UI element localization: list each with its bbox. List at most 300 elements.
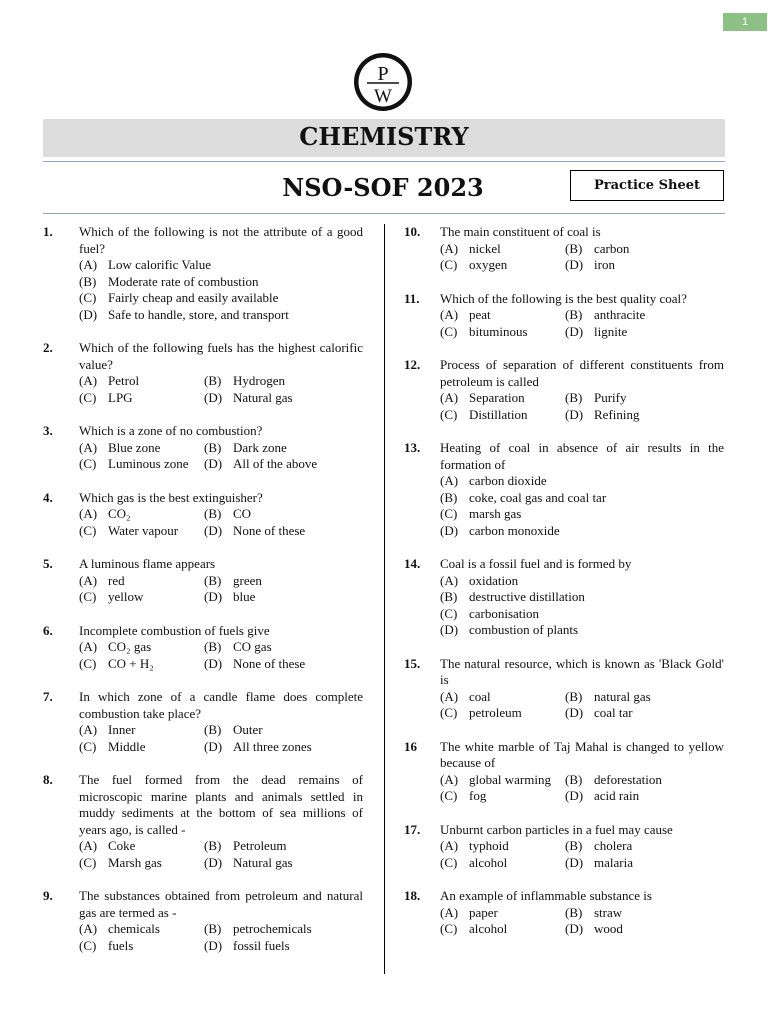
option xyxy=(79,656,204,673)
option-text: CO₂ gas xyxy=(108,639,152,654)
option-row xyxy=(79,290,363,307)
option-label: (B) xyxy=(204,506,222,521)
option-text: coal tar xyxy=(594,705,633,720)
question-stem: Which is a zone of no combustion? xyxy=(79,423,263,438)
question-number: 6. xyxy=(43,622,53,638)
option xyxy=(565,772,690,789)
question-header xyxy=(43,689,363,722)
option-row xyxy=(440,855,724,872)
option-label: (B) xyxy=(565,838,583,853)
option-text: green xyxy=(233,572,262,588)
option xyxy=(204,855,329,872)
option-label: (D) xyxy=(565,854,584,870)
option-label: (A) xyxy=(440,307,459,322)
option xyxy=(565,390,690,407)
option-label: (C) xyxy=(440,788,458,803)
option-label: (A) xyxy=(440,473,459,488)
option xyxy=(565,855,690,872)
option xyxy=(79,257,211,274)
option xyxy=(79,390,204,407)
option-row xyxy=(440,307,724,324)
option-label: (B) xyxy=(204,921,222,936)
option xyxy=(565,921,690,938)
option-text: petroleum xyxy=(469,705,522,720)
option xyxy=(204,390,329,407)
option-label: (B) xyxy=(440,589,458,604)
option-row xyxy=(79,456,363,473)
option-text: blue xyxy=(233,589,256,604)
option-text: typhoid xyxy=(469,838,509,853)
option-label: (C) xyxy=(440,921,458,936)
option-label: (A) xyxy=(440,390,459,405)
option-label: (A) xyxy=(440,838,459,853)
option xyxy=(204,656,329,673)
option xyxy=(79,938,204,955)
option xyxy=(565,307,690,324)
option xyxy=(79,506,204,523)
question-header xyxy=(404,888,724,905)
option xyxy=(79,440,204,457)
option-label: (D) xyxy=(204,589,223,604)
option xyxy=(440,589,585,606)
option-label: (A) xyxy=(440,771,459,787)
option-text: malaria xyxy=(594,854,633,870)
option xyxy=(440,390,565,407)
option-label: (C) xyxy=(79,522,97,538)
option-text: wood xyxy=(594,921,623,936)
option-text: combustion of plants xyxy=(469,622,579,637)
option-text: Hydrogen xyxy=(233,373,285,388)
option-label: (C) xyxy=(440,605,458,621)
question-stem: Incomplete combustion of fuels give xyxy=(79,622,270,638)
option-text: Water vapour xyxy=(108,522,179,538)
option-label: (B) xyxy=(565,771,583,787)
page-number-badge: 1 xyxy=(723,13,767,31)
question-item xyxy=(43,423,363,473)
subject-title: CHEMISTRY xyxy=(43,119,725,157)
question-item xyxy=(43,772,363,871)
option-label: (B) xyxy=(440,489,458,505)
option xyxy=(440,257,565,274)
question-number: 5. xyxy=(43,556,53,571)
option xyxy=(204,639,329,656)
option xyxy=(204,373,329,390)
question-item xyxy=(404,739,724,805)
option xyxy=(440,606,539,623)
option-row xyxy=(79,921,363,938)
option-text: CO + H₂ xyxy=(108,655,154,671)
option xyxy=(204,938,329,955)
option-text: fuels xyxy=(108,937,134,953)
question-number: 10. xyxy=(404,224,421,239)
option-text: global warming xyxy=(469,771,551,787)
question-item xyxy=(43,556,363,606)
option-row xyxy=(79,390,363,407)
option-label: (D) xyxy=(440,522,459,538)
option xyxy=(204,506,329,523)
option-label: (A) xyxy=(440,688,459,704)
question-stem: The natural resource, which is known as 'Black Gold' is xyxy=(440,655,724,687)
option-text: cholera xyxy=(594,838,633,853)
option-row xyxy=(79,639,363,656)
option-text: Moderate rate of combustion xyxy=(108,273,259,289)
question-stem: Which gas is the best extinguisher? xyxy=(79,489,263,505)
option-row xyxy=(79,589,363,606)
option-row xyxy=(79,440,363,457)
option xyxy=(565,407,690,424)
practice-sheet-badge: Practice Sheet xyxy=(570,170,724,201)
question-header xyxy=(43,340,363,373)
option xyxy=(79,573,204,590)
question-header xyxy=(43,224,363,257)
option-text: Marsh gas xyxy=(108,854,162,870)
option-row xyxy=(79,573,363,590)
option-label: (D) xyxy=(565,323,584,339)
option-label: (D) xyxy=(565,788,584,803)
header-rule-bottom xyxy=(43,213,725,214)
question-number: 11. xyxy=(404,290,420,306)
option xyxy=(440,473,547,490)
option-text: alcohol xyxy=(469,921,508,936)
question-item xyxy=(404,656,724,722)
option xyxy=(79,307,289,324)
option-text: Low calorific Value xyxy=(108,257,211,272)
option-text: Refining xyxy=(594,406,640,422)
option-row xyxy=(79,722,363,739)
option-text: Distillation xyxy=(469,406,528,422)
option-text: Coke xyxy=(108,838,136,853)
option-label: (C) xyxy=(79,854,97,870)
option-label: (D) xyxy=(440,622,459,637)
question-item xyxy=(404,291,724,341)
question-stem: Coal is a fossil fuel and is formed by xyxy=(440,556,632,571)
option xyxy=(204,523,329,540)
option-text: carbon dioxide xyxy=(469,473,547,488)
question-header xyxy=(404,440,724,473)
option-label: (C) xyxy=(79,738,97,754)
question-stem: Heating of coal in absence of air results in the formation of xyxy=(440,440,724,472)
question-options xyxy=(79,722,363,755)
option-label: (D) xyxy=(565,406,584,422)
question-header xyxy=(404,822,724,839)
option-row xyxy=(440,589,724,606)
option-text: petrochemicals xyxy=(233,921,312,936)
option-text: Luminous zone xyxy=(108,456,189,471)
question-options xyxy=(79,838,363,871)
option xyxy=(79,838,204,855)
option xyxy=(440,855,565,872)
option-text: paper xyxy=(469,904,498,920)
question-header xyxy=(43,888,363,921)
question-options xyxy=(440,390,724,423)
option-text: LPG xyxy=(108,389,133,405)
logo-letter-p: P xyxy=(377,63,389,85)
option-row xyxy=(440,324,724,341)
question-number: 1. xyxy=(43,224,53,239)
question-number: 12. xyxy=(404,357,421,372)
option xyxy=(440,241,565,258)
option-text: Petroleum xyxy=(233,838,287,853)
question-stem: The white marble of Taj Mahal is changed to yellow because of xyxy=(440,738,724,770)
option-label: (D) xyxy=(79,306,98,322)
question-stem: Which of the following fuels has the highest calorific value? xyxy=(79,340,363,372)
option xyxy=(440,788,565,805)
question-stem: In which zone of a candle flame does complete combustion take place? xyxy=(79,689,363,721)
option-label: (B) xyxy=(204,722,222,737)
option xyxy=(440,905,565,922)
option-label: (A) xyxy=(440,240,459,256)
option-label: (C) xyxy=(79,655,97,671)
option-row xyxy=(79,523,363,540)
option-label: (C) xyxy=(79,389,97,405)
exam-title: NSO-SOF 2023 xyxy=(282,173,484,202)
option-row xyxy=(440,905,724,922)
question-number: 17. xyxy=(404,821,421,837)
option xyxy=(204,838,329,855)
option xyxy=(440,622,578,639)
option-label: (B) xyxy=(79,273,97,289)
question-options xyxy=(79,257,363,323)
option-row xyxy=(440,241,724,258)
option-text: lignite xyxy=(594,323,628,339)
question-options xyxy=(440,838,724,871)
option xyxy=(565,241,690,258)
option-row xyxy=(79,307,363,324)
question-item xyxy=(404,888,724,938)
question-number: 4. xyxy=(43,489,53,505)
question-number: 16 xyxy=(404,738,417,754)
question-options xyxy=(79,573,363,606)
question-header xyxy=(43,772,363,838)
option-label: (D) xyxy=(565,257,584,272)
option-label: (C) xyxy=(79,290,97,305)
option-label: (C) xyxy=(440,323,458,339)
question-stem: Unburnt carbon particles in a fuel may cause xyxy=(440,821,673,837)
question-number: 13. xyxy=(404,440,421,455)
option-label: (C) xyxy=(79,456,97,471)
option-text: marsh gas xyxy=(469,506,522,521)
option-label: (C) xyxy=(440,705,458,720)
question-header xyxy=(43,423,363,440)
option xyxy=(79,589,204,606)
option-row xyxy=(440,838,724,855)
option-label: (B) xyxy=(204,639,222,654)
option-text: straw xyxy=(594,904,623,920)
column-divider xyxy=(384,224,385,974)
option-row xyxy=(440,523,724,540)
option-label: (B) xyxy=(204,439,222,455)
option xyxy=(204,440,329,457)
option-text: All of the above xyxy=(233,456,318,471)
question-number: 2. xyxy=(43,340,53,355)
option-label: (C) xyxy=(79,937,97,953)
option-text: natural gas xyxy=(594,688,651,704)
option-label: (C) xyxy=(440,406,458,422)
option xyxy=(204,722,329,739)
option-label: (A) xyxy=(440,572,459,588)
option-row xyxy=(440,921,724,938)
option-text: carbon monoxide xyxy=(469,522,560,538)
question-options xyxy=(79,373,363,406)
option-label: (B) xyxy=(565,390,583,405)
option xyxy=(565,788,690,805)
question-header xyxy=(404,291,724,308)
option-label: (A) xyxy=(79,838,98,853)
option-row xyxy=(79,257,363,274)
option xyxy=(79,456,204,473)
question-item xyxy=(404,556,724,639)
question-stem: A luminous flame appears xyxy=(79,556,216,571)
question-number: 8. xyxy=(43,772,53,787)
question-item xyxy=(43,623,363,673)
question-number: 18. xyxy=(404,888,421,903)
option xyxy=(204,739,329,756)
option-label: (D) xyxy=(204,522,223,538)
option-text: fossil fuels xyxy=(233,937,290,953)
pw-logo xyxy=(353,52,413,112)
question-options xyxy=(440,473,724,539)
option-text: chemicals xyxy=(108,921,160,936)
option-label: (A) xyxy=(79,921,98,936)
option-label: (C) xyxy=(440,257,458,272)
option-row xyxy=(79,855,363,872)
question-item xyxy=(404,224,724,274)
question-column-left xyxy=(43,224,363,971)
question-stem: Which of the following is the best quality coal? xyxy=(440,290,687,306)
question-options xyxy=(79,440,363,473)
question-stem: The substances obtained from petroleum and natural gas are termed as - xyxy=(79,888,363,920)
option-label: (A) xyxy=(79,506,98,521)
option xyxy=(565,905,690,922)
option xyxy=(440,772,565,789)
option-row xyxy=(440,705,724,722)
option xyxy=(79,855,204,872)
option-label: (B) xyxy=(204,838,222,853)
question-options xyxy=(79,506,363,539)
question-column-right xyxy=(404,224,724,955)
question-header xyxy=(404,357,724,390)
question-header xyxy=(404,224,724,241)
option-text: bituminous xyxy=(469,323,528,339)
option-text: Middle xyxy=(108,738,146,754)
option xyxy=(440,523,560,540)
option xyxy=(204,573,329,590)
option-text: oxidation xyxy=(469,572,519,588)
option-label: (B) xyxy=(204,572,222,588)
option-text: CO₂ xyxy=(108,506,131,521)
question-item xyxy=(404,357,724,423)
question-stem: Process of separation of different constituents from petroleum is called xyxy=(440,357,724,389)
question-header xyxy=(404,739,724,772)
question-stem: Which of the following is not the attribute of a good fuel? xyxy=(79,224,363,256)
option-text: Natural gas xyxy=(233,389,293,405)
option-label: (A) xyxy=(79,257,98,272)
question-header xyxy=(43,490,363,507)
question-header xyxy=(404,656,724,689)
option-label: (C) xyxy=(440,854,458,870)
option-text: Purify xyxy=(594,390,627,405)
option-text: carbonisation xyxy=(469,605,540,621)
option xyxy=(440,573,518,590)
option-label: (A) xyxy=(79,639,98,654)
option-text: CO xyxy=(233,506,252,521)
question-options xyxy=(440,307,724,340)
option-row xyxy=(79,656,363,673)
option-row xyxy=(440,689,724,706)
option-text: acid rain xyxy=(594,788,640,803)
option-label: (D) xyxy=(204,738,223,754)
option-label: (B) xyxy=(565,688,583,704)
question-item xyxy=(43,888,363,954)
option xyxy=(565,705,690,722)
option xyxy=(440,407,565,424)
option-label: (D) xyxy=(204,389,223,405)
question-options xyxy=(79,921,363,954)
option-text: destructive distillation xyxy=(469,589,585,604)
option-text: oxygen xyxy=(469,257,508,272)
option xyxy=(440,490,606,507)
option-text: None of these xyxy=(233,522,306,538)
option-label: (A) xyxy=(79,373,98,388)
option-label: (A) xyxy=(79,722,98,737)
header-rule-top xyxy=(43,161,725,162)
option-text: Dark zone xyxy=(233,439,287,455)
option-row xyxy=(440,506,724,523)
option xyxy=(79,523,204,540)
question-options xyxy=(440,772,724,805)
question-item xyxy=(43,490,363,540)
option-text: Safe to handle, store, and transport xyxy=(108,306,289,322)
option-text: CO gas xyxy=(233,639,272,654)
option xyxy=(79,373,204,390)
option-row xyxy=(79,506,363,523)
option-text: yellow xyxy=(108,589,144,604)
question-item xyxy=(43,689,363,755)
option-text: coke, coal gas and coal tar xyxy=(469,489,607,505)
option-text: All three zones xyxy=(233,738,312,754)
question-stem: The fuel formed from the dead remains of microscopic marine plants and animals settled in muddy sediments at the bottom of sea millions of years ago, is called - xyxy=(79,772,363,837)
option-row xyxy=(440,772,724,789)
option-label: (B) xyxy=(565,240,583,256)
option xyxy=(79,739,204,756)
question-number: 9. xyxy=(43,888,53,903)
option-label: (B) xyxy=(565,307,583,322)
option xyxy=(79,722,204,739)
option-text: Natural gas xyxy=(233,854,293,870)
option-label: (C) xyxy=(440,506,458,521)
option-row xyxy=(440,407,724,424)
question-number: 15. xyxy=(404,655,421,671)
option-label: (C) xyxy=(79,589,97,604)
option-row xyxy=(440,473,724,490)
option-text: iron xyxy=(594,257,615,272)
question-number: 7. xyxy=(43,689,53,704)
option xyxy=(79,639,204,656)
option-text: Inner xyxy=(108,722,136,737)
option xyxy=(204,589,329,606)
question-stem: The main constituent of coal is xyxy=(440,224,601,239)
option-label: (A) xyxy=(440,904,459,920)
question-header xyxy=(43,556,363,573)
option-text: Separation xyxy=(469,390,525,405)
option-label: (D) xyxy=(565,705,584,720)
option-row xyxy=(440,390,724,407)
option-row xyxy=(79,838,363,855)
option-label: (A) xyxy=(79,439,98,455)
option-text: carbon xyxy=(594,240,630,256)
option xyxy=(79,290,278,307)
option xyxy=(440,506,521,523)
